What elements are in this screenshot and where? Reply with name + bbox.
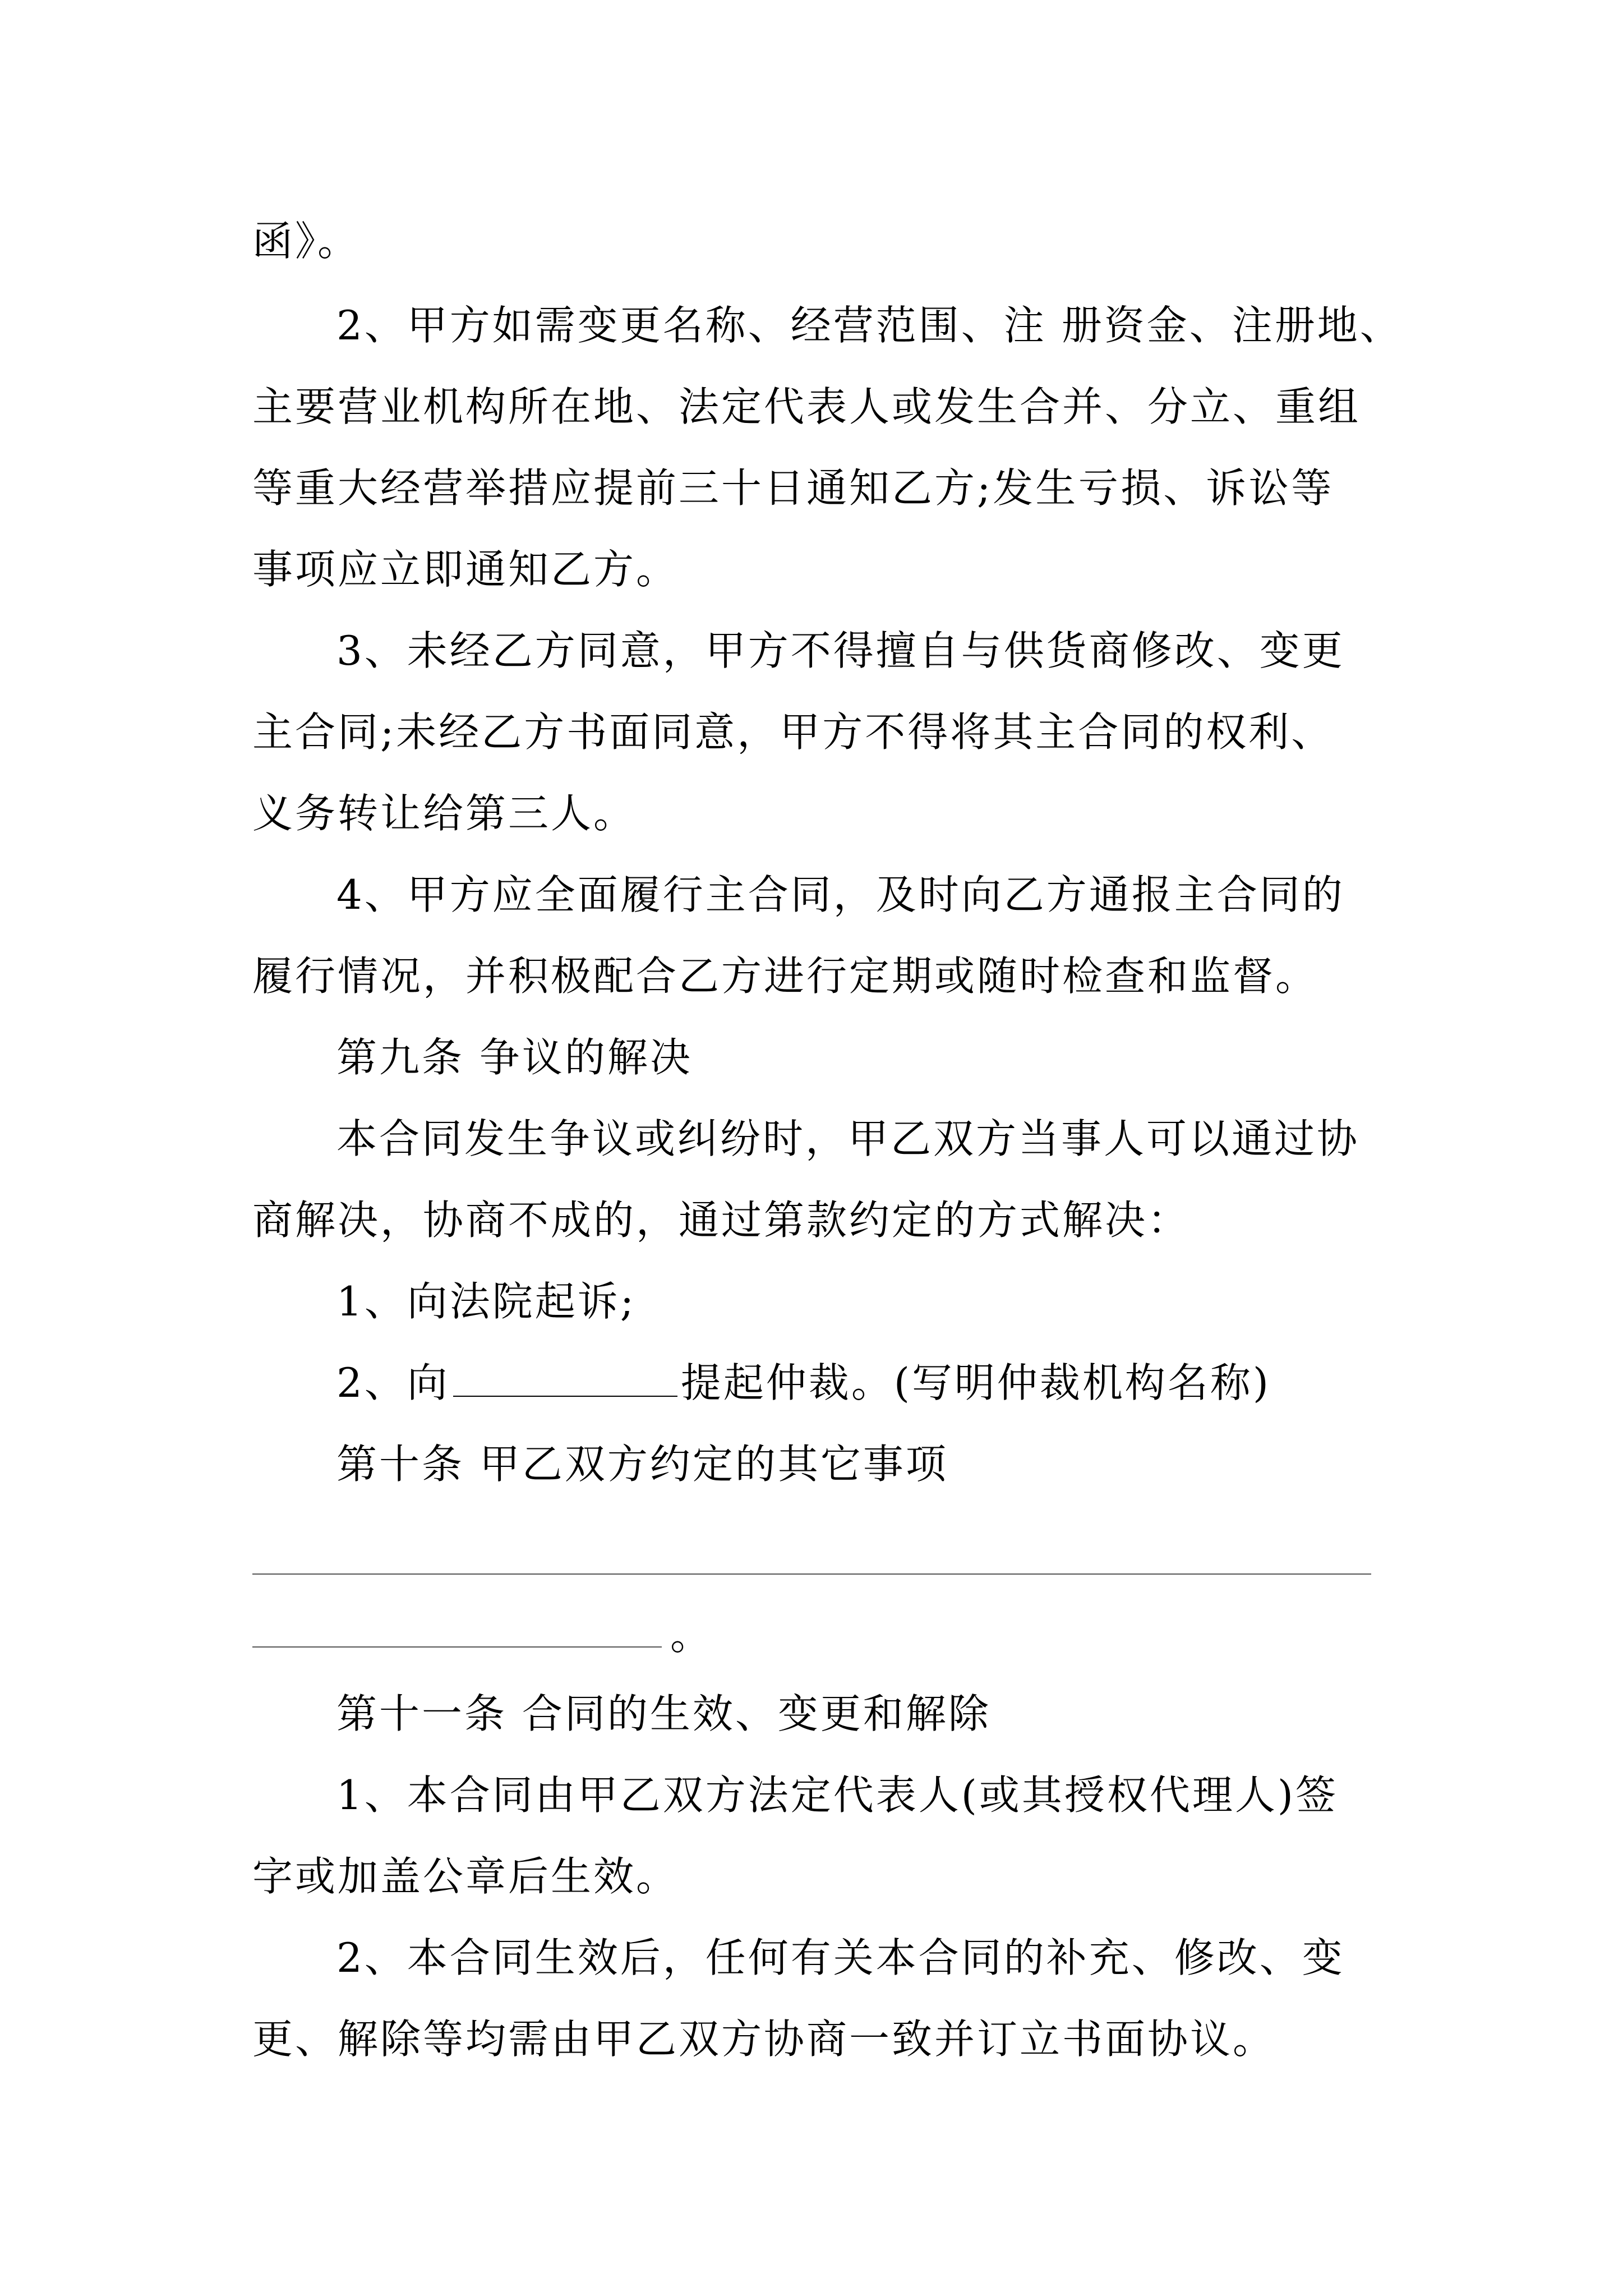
text-line: 主要营业机构所在地、法定代表人或发生合并、分立、重组 (252, 383, 1361, 430)
text-line: 1、本合同由甲乙双方法定代表人(或其授权代理人)签 (336, 1772, 1338, 1819)
fill-in-blank[interactable] (453, 1362, 677, 1397)
text-line: 字或加盖公章后生效。 (252, 1853, 679, 1900)
text-fragment: 2、向 (336, 1359, 450, 1406)
text-line (336, 1358, 1271, 1408)
text-line: 履行情况，并积极配合乙方进行定期或随时检查和监督。 (252, 953, 1318, 1000)
section-heading: 第九条 争议的解决 (336, 1034, 693, 1081)
text-line: 函》。 (252, 218, 361, 265)
text-line: 。 (670, 1612, 711, 1659)
text-line: 更、解除等均需由甲乙双方协商一致并订立书面协议。 (252, 2016, 1276, 2063)
section-heading: 第十一条 合同的生效、变更和解除 (336, 1690, 991, 1737)
text-line: 3、未经乙方同意，甲方不得擅自与供货商修改、变更 (336, 627, 1345, 674)
text-line: 4、甲方应全面履行主合同，及时向乙方通报主合同的 (336, 871, 1345, 918)
text-line: 等重大经营举措应提前三十日通知乙方;发生亏损、诉讼等 (252, 464, 1334, 512)
text-line: 2、甲方如需变更名称、经营范围、注 册资金、注册地、 (336, 302, 1403, 349)
text-fragment: 提起仲裁。(写明仲裁机构名称) (680, 1359, 1271, 1406)
fill-in-rule[interactable] (252, 1573, 1371, 1575)
text-line: 主合同;未经乙方书面同意，甲方不得将其主合同的权利、 (252, 708, 1334, 756)
text-line: 1、向法院起诉; (336, 1278, 637, 1325)
text-line: 2、本合同生效后，任何有关本合同的补充、修改、变 (336, 1934, 1345, 1981)
text-line: 本合同发生争议或纠纷时，甲乙双方当事人可以通过协 (336, 1115, 1360, 1162)
text-line: 义务转让给第三人。 (252, 790, 637, 837)
text-line: 事项应立即通知乙方。 (252, 546, 679, 593)
text-line: 商解决，协商不成的，通过第款约定的方式解决： (252, 1197, 1191, 1244)
section-heading: 第十条 甲乙双方约定的其它事项 (336, 1441, 948, 1488)
fill-in-rule[interactable] (252, 1646, 662, 1648)
